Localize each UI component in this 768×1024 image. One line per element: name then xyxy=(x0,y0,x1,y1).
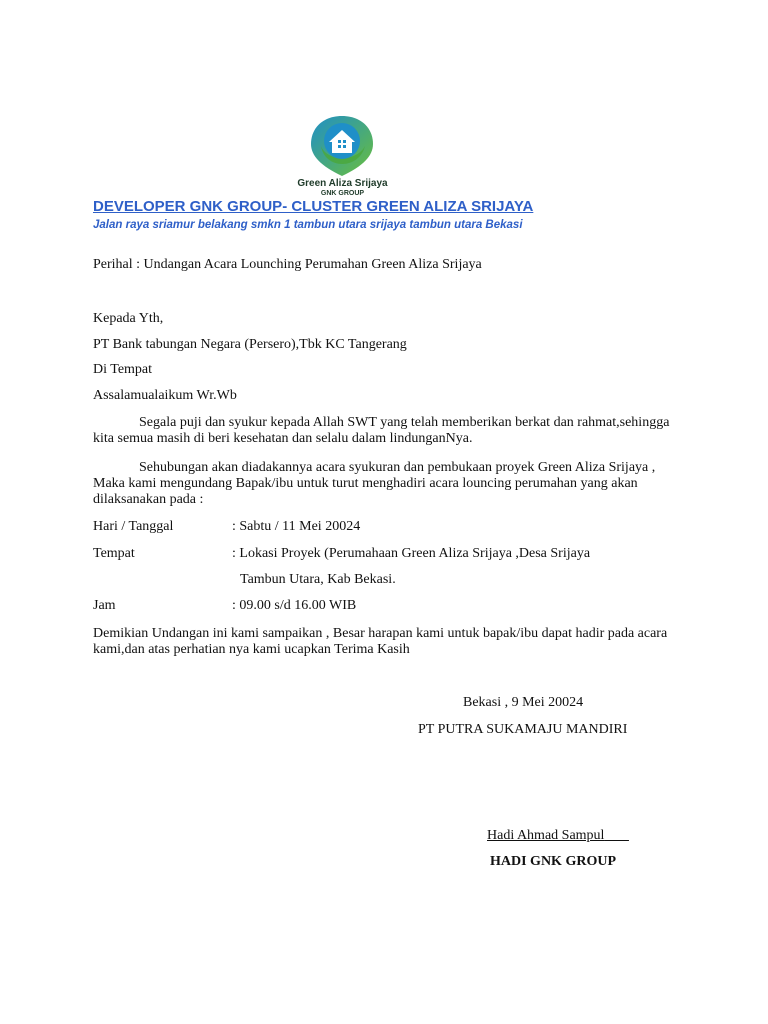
signature-company: PT PUTRA SUKAMAJU MANDIRI xyxy=(418,722,628,737)
place-value-2: Tambun Utara, Kab Bekasi. xyxy=(240,572,396,587)
signature-place-date: Bekasi , 9 Mei 20024 xyxy=(463,695,584,710)
paragraph-1: Segala puji dan syukur kepada Allah SWT yang telah memberikan berkat dan rahmat,sehingga kita semua masih di beri kesehatan dan selalu dalam lindunganNya. xyxy=(93,415,670,446)
signer-name: Hadi Ahmad Sampul xyxy=(487,828,605,843)
recipient-place: Di Tempat xyxy=(93,362,153,377)
date-value: : Sabtu / 11 Mei 20024 xyxy=(232,519,361,534)
signer-title: HADI GNK GROUP xyxy=(490,854,616,869)
place-label: Tempat xyxy=(93,546,135,561)
greeting: Assalamualaikum Wr.Wb xyxy=(93,388,237,403)
place-value-1: : Lokasi Proyek (Perumahaan Green Aliza Srijaya ,Desa Srijaya xyxy=(232,546,591,561)
subject-line: Perihal : Undangan Acara Lounching Perumahan Green Aliza Srijaya xyxy=(93,257,482,272)
company-logo xyxy=(285,112,400,200)
recipient-name: PT Bank tabungan Negara (Persero),Tbk KC Tangerang xyxy=(93,337,407,352)
house-pin-icon xyxy=(285,112,400,178)
letterhead-address: Jalan raya sriamur belakang smkn 1 tambun utara srijaya tambun utara Bekasi xyxy=(93,219,523,231)
letterhead-title: DEVELOPER GNK GROUP- CLUSTER GREEN ALIZA SRIJAYA xyxy=(93,198,534,215)
recipient-to: Kepada Yth, xyxy=(93,311,164,326)
logo-name: Green Aliza Srijaya xyxy=(297,178,388,189)
date-label: Hari / Tanggal xyxy=(93,519,174,534)
time-value: : 09.00 s/d 16.00 WIB xyxy=(232,598,357,613)
closing-paragraph: Demikian Undangan ini kami sampaikan , Besar harapan kami untuk bapak/ibu dapat hadir pada acara kami,dan atas perhatian nya kami ucapkan Terima Kasih xyxy=(93,626,668,657)
logo-sub: GNK GROUP xyxy=(320,190,365,197)
time-label: Jam xyxy=(93,598,116,613)
paragraph-2: Sehubungan akan diadakannya acara syukuran dan pembukaan proyek Green Aliza Srijaya , Maka kami mengundang Bapak/ibu untuk turut menghadiri acara louncing perumahan yang akan dilaksanakan pada : xyxy=(93,460,656,507)
